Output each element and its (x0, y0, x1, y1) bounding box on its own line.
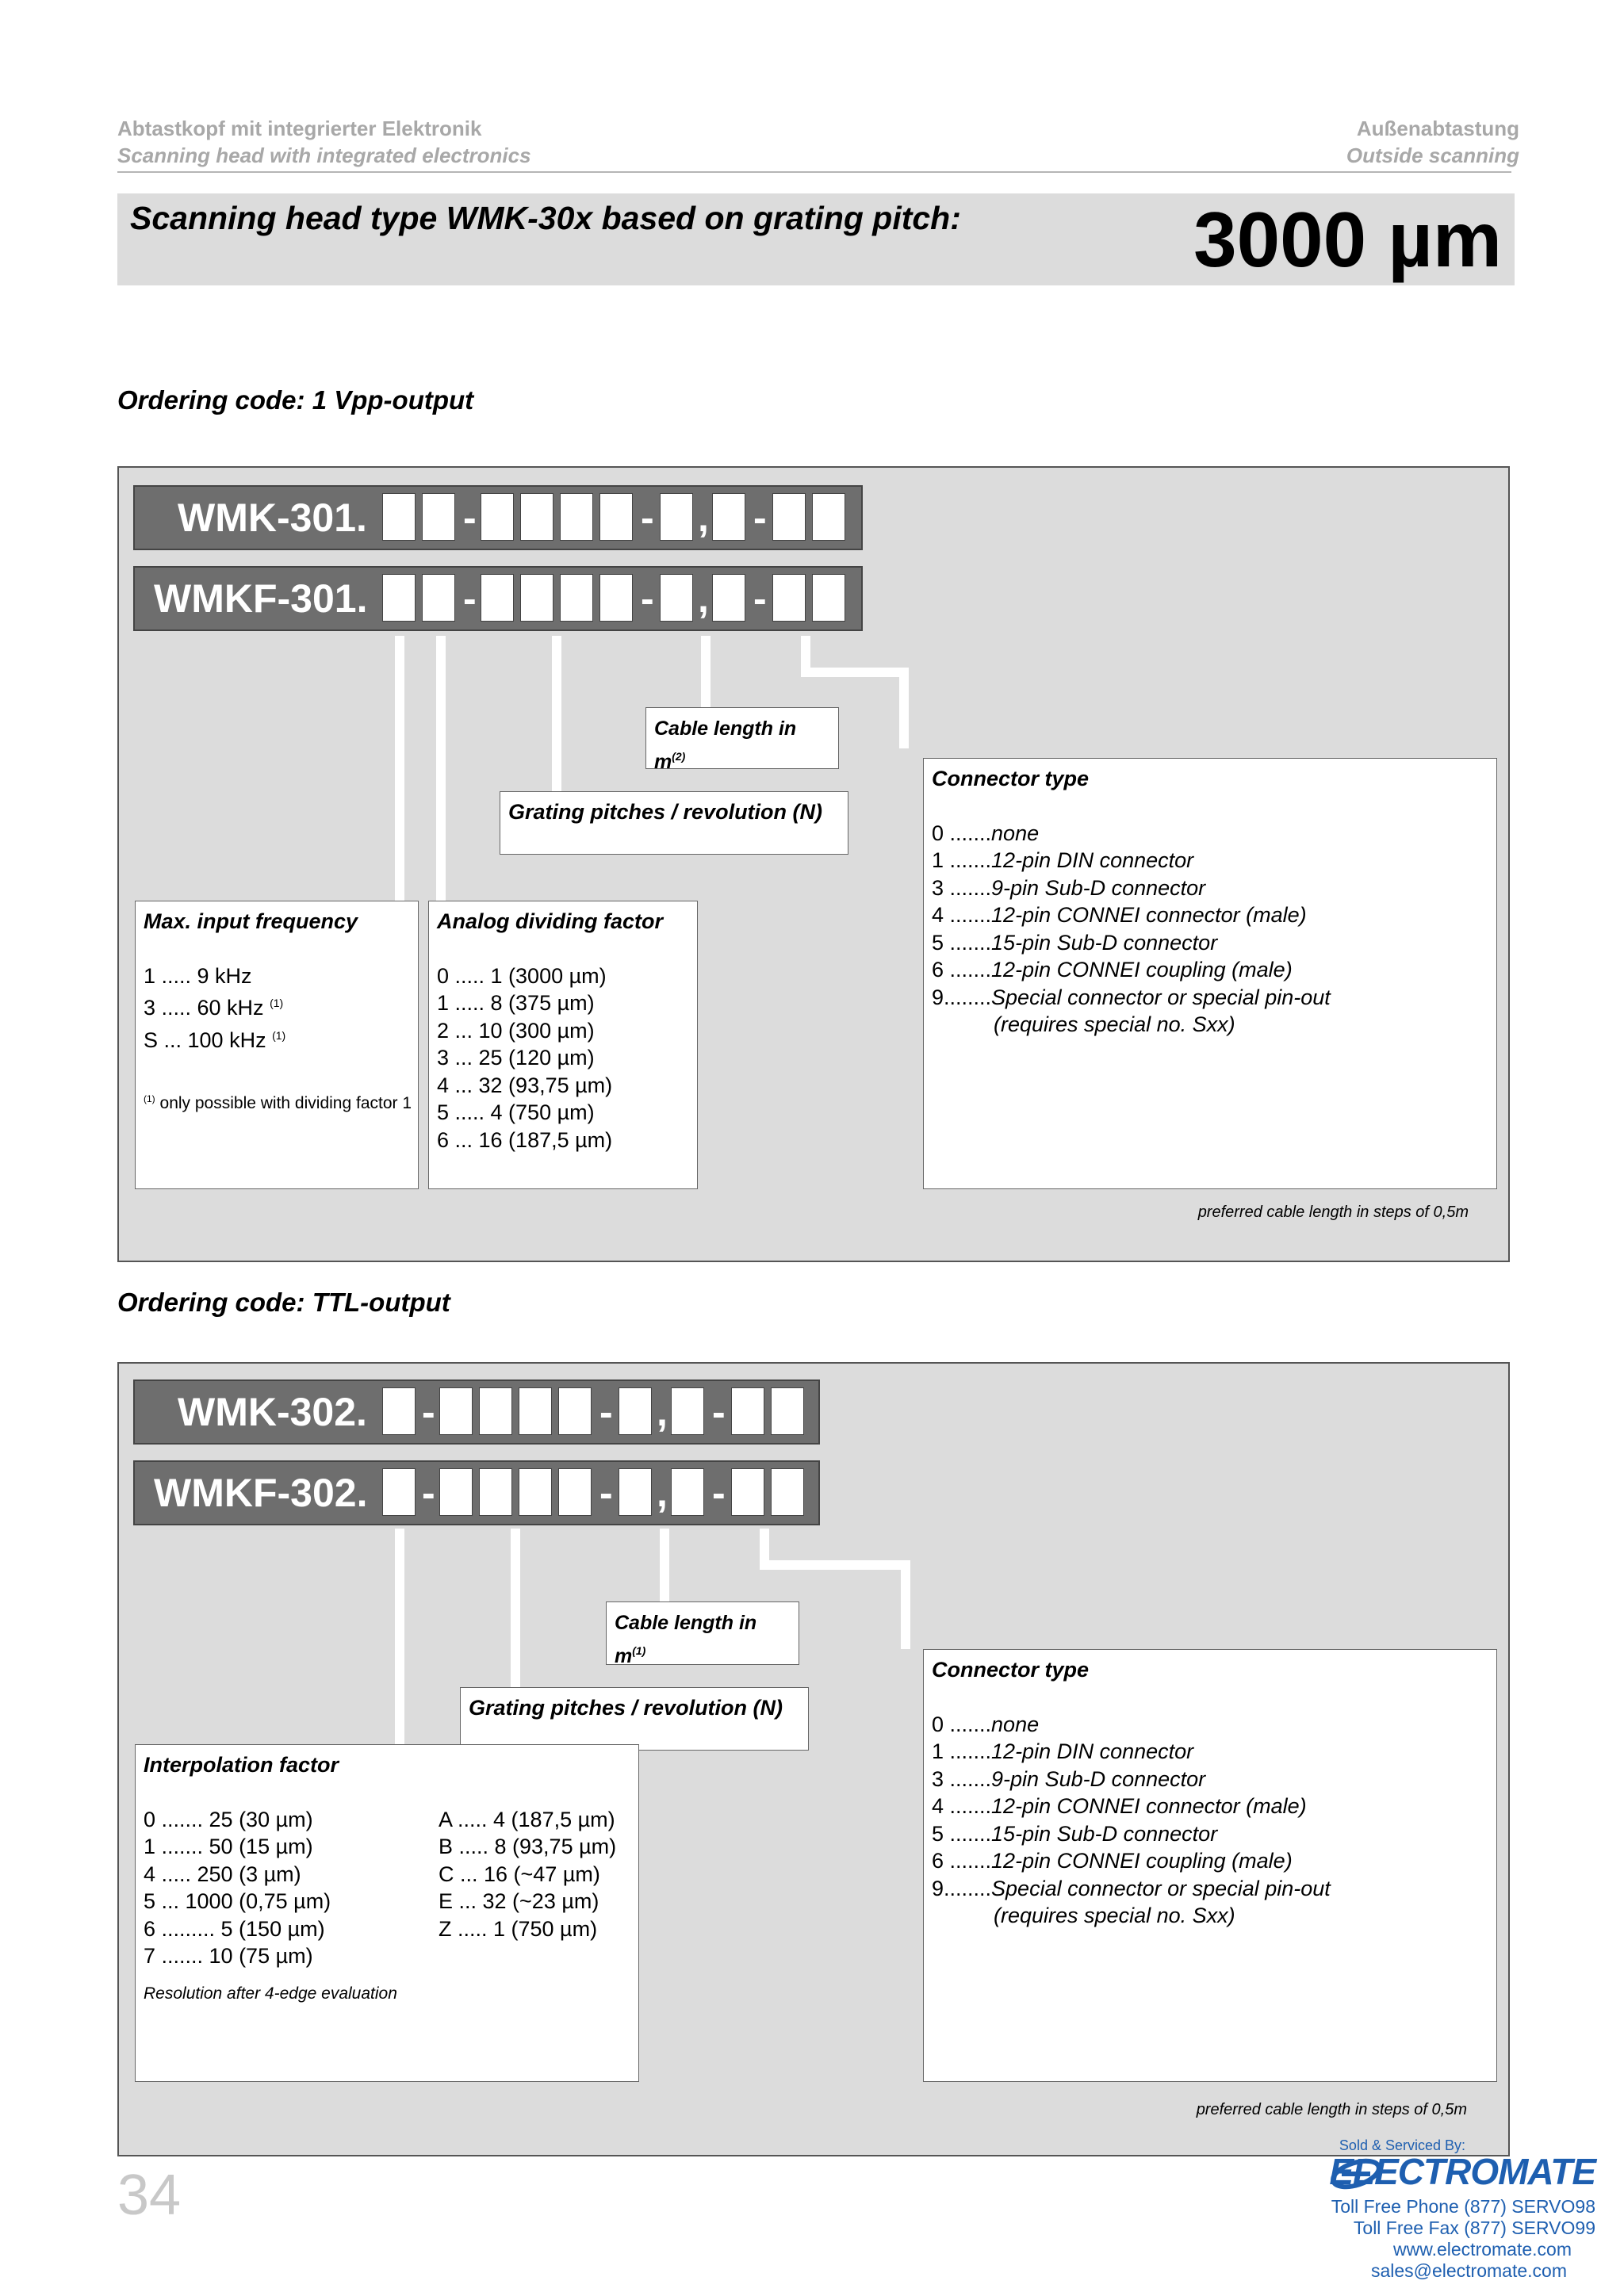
header-left-en: Scanning head with integrated electronics (117, 144, 531, 167)
interpolation-row: Z ..... 1 (750 µm) (439, 1916, 598, 1941)
code-digit[interactable] (619, 1387, 652, 1435)
cable-length-sup: (2) (672, 749, 686, 763)
grating-box (460, 1687, 809, 1751)
max-frequency-row: S ... 100 kHz $^{(1)}$ (144, 1027, 286, 1052)
code-dash: - (641, 496, 654, 540)
code-digit[interactable] (660, 574, 693, 622)
header-right-de: Außenabtastung (1356, 117, 1519, 140)
code-digit[interactable] (560, 493, 593, 541)
code-digit[interactable] (520, 574, 553, 622)
code-digit[interactable] (479, 1468, 512, 1516)
banner-title: Scanning head type WMK-30x based on grating pitch: (130, 200, 961, 236)
connector-row: 1 .......12-pin DIN connector (932, 1739, 1194, 1763)
interpolation-row: 5 ... 1000 (0,75 µm) (144, 1889, 331, 1913)
interpolation-note: Resolution after 4-edge evaluation (144, 1984, 397, 2003)
code-digit[interactable] (479, 1387, 512, 1435)
code-digit[interactable] (731, 1387, 764, 1435)
code-dash: - (712, 1471, 726, 1515)
code-dash: - (599, 1390, 613, 1434)
interpolation-row: B ..... 8 (93,75 µm) (439, 1835, 617, 1858)
header-divider (117, 171, 1511, 173)
interpolation-row: E ... 32 (~23 µm) (439, 1889, 599, 1913)
line-cable (660, 1529, 669, 1606)
code-dash: - (463, 496, 477, 540)
code-digit[interactable] (771, 1468, 804, 1516)
code-digit[interactable] (382, 1468, 416, 1516)
footer-contact (1331, 2196, 1595, 2282)
code-digit[interactable] (519, 1468, 552, 1516)
connector-row: 4 .......12-pin CONNEI connector (male) (932, 1794, 1307, 1818)
connector-row: 5 .......15-pin Sub-D connector (932, 930, 1218, 955)
connector-row: 9........Special connector or special pin-out (932, 985, 1331, 1009)
cable-length-box (606, 1601, 799, 1665)
footer-phone: Toll Free Phone (877) SERVO98 (1331, 2196, 1595, 2217)
code-digit[interactable] (712, 574, 745, 622)
connector-row: 1 .......12-pin DIN connector (932, 848, 1194, 872)
line-connector-h (801, 668, 909, 677)
code-digit[interactable] (520, 493, 553, 541)
code-digit[interactable] (671, 1387, 704, 1435)
interpolation-row: 0 ....... 25 (30 µm) (144, 1807, 313, 1831)
line-connector-v2 (899, 668, 909, 748)
code-digit[interactable] (599, 574, 633, 622)
interpolation-row: 6 ......... 5 (150 µm) (144, 1916, 325, 1941)
grating-label: Grating pitches / revolution (N) (508, 800, 823, 824)
code-bar-wmk-302 (133, 1380, 820, 1445)
code-digit[interactable] (712, 493, 745, 541)
connector-row: 0 .......none (932, 821, 1040, 845)
line-interpolation (395, 1529, 404, 1746)
code-dash: - (753, 576, 767, 621)
code-digit[interactable] (422, 493, 455, 541)
header-left-de: Abtastkopf mit integrierter Elektronik (117, 117, 482, 140)
cable-length-box (645, 707, 839, 773)
sold-by-label: Sold & Serviced By: (1339, 2137, 1465, 2153)
code-digit[interactable] (660, 493, 693, 541)
analog-row: 4 ... 32 (93,75 µm) (437, 1073, 613, 1097)
code-digit[interactable] (772, 574, 806, 622)
max-frequency-row: 1 ..... 9 kHz (144, 963, 252, 988)
code-prefix-wmk-301: WMK-301. (178, 496, 367, 540)
analog-dividing-title: Analog dividing factor (437, 909, 664, 933)
code-dash: - (422, 1390, 435, 1434)
analog-row: 3 ... 25 (120 µm) (437, 1046, 595, 1070)
code-digit[interactable] (771, 1387, 804, 1435)
analog-row: 1 ..... 8 (375 µm) (437, 991, 595, 1015)
code-bar-wmkf-301 (133, 566, 863, 631)
code-digit[interactable] (560, 574, 593, 622)
interpolation-row: A ..... 4 (187,5 µm) (439, 1807, 615, 1831)
code-comma: , (657, 1471, 668, 1515)
line-connector-h (760, 1560, 910, 1570)
code-prefix-wmkf-301: WMKF-301. (154, 576, 368, 621)
interpolation-row: 4 ..... 250 (3 µm) (144, 1862, 301, 1886)
section1-panel (117, 466, 1510, 1262)
interpolation-row: 1 ....... 50 (15 µm) (144, 1835, 313, 1858)
code-comma: , (698, 576, 709, 621)
interpolation-title: Interpolation factor (144, 1753, 339, 1777)
connector-extra: (requires special no. Sxx) (994, 1904, 1235, 1927)
connector-row: 6 .......12-pin CONNEI coupling (male) (932, 958, 1293, 982)
footer-fax: Toll Free Fax (877) SERVO99 (1353, 2218, 1595, 2238)
header-right-en: Outside scanning (1346, 144, 1519, 167)
preferred-cable-note: preferred cable length in steps of 0,5m (1197, 1203, 1469, 1221)
code-digit[interactable] (439, 1387, 473, 1435)
analog-row: 0 ..... 1 (3000 µm) (437, 963, 607, 988)
code-digit[interactable] (812, 493, 845, 541)
code-digit[interactable] (439, 1468, 473, 1516)
banner-value: 3000 µm (1193, 196, 1502, 283)
code-digit[interactable] (519, 1387, 552, 1435)
electromate-brand: ELECTROMATE (1329, 2151, 1595, 2192)
code-digit[interactable] (382, 574, 416, 622)
code-digit[interactable] (382, 493, 416, 541)
connector-type-box (923, 758, 1497, 1189)
code-digit[interactable] (481, 493, 514, 541)
section1-title: Ordering code: 1 Vpp-output (117, 385, 474, 415)
preferred-cable-note: preferred cable length in steps of 0,5m (1196, 2101, 1467, 2118)
connector-row: 9........Special connector or special pin-out (932, 1876, 1331, 1900)
code-dash: - (712, 1390, 726, 1434)
code-dash: - (463, 576, 477, 621)
code-dash: - (422, 1471, 435, 1515)
cable-length-label: Cable length in m (654, 718, 797, 773)
max-frequency-title: Max. input frequency (144, 909, 358, 933)
section2-title: Ordering code: TTL-output (117, 1288, 450, 1317)
max-frequency-row: 3 ..... 60 kHz $^{(1)}$ (144, 996, 284, 1020)
connector-row: 3 .......9-pin Sub-D connector (932, 1766, 1206, 1791)
line-grating (511, 1529, 520, 1697)
connector-row: 6 .......12-pin CONNEI coupling (male) (932, 1849, 1293, 1873)
code-dash: - (641, 576, 654, 621)
connector-type-box (923, 1649, 1497, 2082)
footer-web[interactable]: www.electromate.com (1393, 2239, 1572, 2260)
connector-type-title: Connector type (932, 1658, 1090, 1682)
code-digit[interactable] (812, 574, 845, 622)
line-cable (701, 636, 710, 714)
code-digit[interactable] (619, 1468, 652, 1516)
line-maxfreq (395, 636, 404, 902)
connector-row: 4 .......12-pin CONNEI connector (male) (932, 903, 1307, 927)
code-digit[interactable] (558, 1468, 592, 1516)
section2-panel (117, 1362, 1510, 2156)
title-banner (117, 193, 1515, 285)
connector-extra: (requires special no. Sxx) (994, 1012, 1235, 1036)
code-digit[interactable] (481, 574, 514, 622)
max-frequency-note: $^{(1)}$ only possible with dividing factor 1 (144, 1093, 412, 1112)
page-number: 34 (117, 2164, 182, 2227)
code-bar-wmkf-302 (133, 1460, 820, 1525)
footer-email[interactable]: sales@electromate.com (1370, 2260, 1567, 2281)
line-analog (436, 636, 446, 902)
connector-type-title: Connector type (932, 767, 1090, 790)
code-digit[interactable] (422, 574, 455, 622)
code-comma: , (657, 1390, 668, 1434)
code-dash: - (599, 1471, 613, 1515)
analog-row: 5 ..... 4 (750 µm) (437, 1100, 595, 1124)
code-digit[interactable] (671, 1468, 704, 1516)
connector-row: 5 .......15-pin Sub-D connector (932, 1821, 1218, 1846)
analog-row: 2 ... 10 (300 µm) (437, 1018, 595, 1043)
line-connector-v2 (901, 1560, 910, 1649)
code-bar-wmk-301 (133, 485, 863, 550)
code-prefix-wmkf-302: WMKF-302. (154, 1471, 368, 1515)
code-comma: , (698, 496, 709, 540)
connector-row: 0 .......none (932, 1712, 1040, 1736)
analog-row: 6 ... 16 (187,5 µm) (437, 1127, 613, 1152)
code-digit[interactable] (558, 1387, 592, 1435)
code-dash: - (753, 496, 767, 540)
grating-label: Grating pitches / revolution (N) (469, 1696, 783, 1720)
code-digit[interactable] (382, 1387, 416, 1435)
code-digit[interactable] (599, 493, 633, 541)
cable-length-sup: (1) (632, 1644, 646, 1657)
interpolation-box (135, 1744, 639, 2082)
code-digit[interactable] (772, 493, 806, 541)
cable-length-label: Cable length in m (615, 1612, 757, 1667)
interpolation-row: C ... 16 (~47 µm) (439, 1862, 600, 1886)
interpolation-row: 7 ....... 10 (75 µm) (144, 1944, 313, 1968)
code-prefix-wmk-302: WMK-302. (178, 1390, 367, 1434)
line-grating (552, 636, 561, 802)
grating-box (500, 791, 848, 855)
max-frequency-box (135, 901, 419, 1189)
analog-dividing-box (428, 901, 698, 1189)
connector-row: 3 .......9-pin Sub-D connector (932, 875, 1206, 900)
code-digit[interactable] (731, 1468, 764, 1516)
